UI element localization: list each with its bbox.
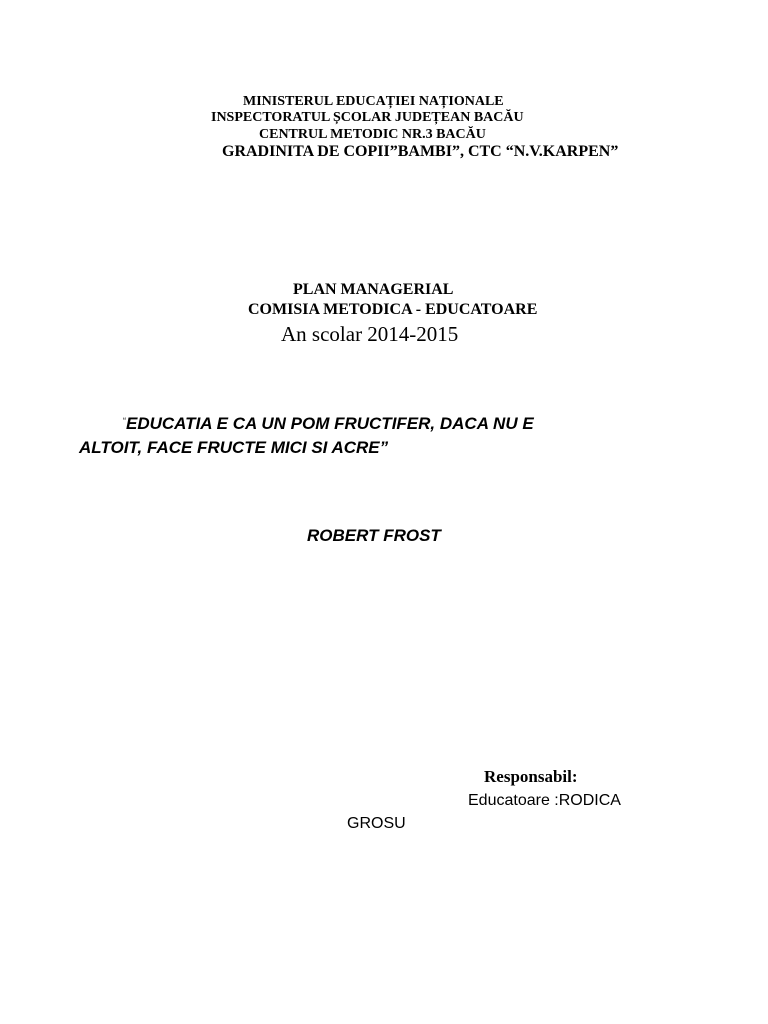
ministry-line: MINISTERUL EDUCAȚIEI NAȚIONALE bbox=[243, 94, 504, 109]
quote-open-mark: “ bbox=[123, 416, 126, 426]
responsible-name-line-2: GROSU bbox=[347, 815, 406, 832]
responsible-name-line-1: Educatoare :RODICA bbox=[468, 792, 621, 809]
quote-line-1-text: EDUCATIA E CA UN POM FRUCTIFER, DACA NU E bbox=[126, 414, 534, 433]
responsible-label: Responsabil: bbox=[484, 767, 578, 786]
commission-title: COMISIA METODICA - EDUCATOARE bbox=[248, 301, 538, 318]
quote-line-2: ALTOIT, FACE FRUCTE MICI SI ACRE” bbox=[79, 438, 389, 457]
quote-line-1 bbox=[123, 414, 534, 434]
plan-title: PLAN MANAGERIAL bbox=[293, 281, 454, 298]
school-year: An scolar 2014-2015 bbox=[281, 322, 459, 346]
kindergarten-line: GRADINITA DE COPII”BAMBI”, CTC “N.V.KARPEN” bbox=[222, 143, 619, 160]
quote-author: ROBERT FROST bbox=[307, 526, 441, 545]
center-line: CENTRUL METODIC NR.3 BACĂU bbox=[259, 127, 486, 142]
inspectorate-line: INSPECTORATUL ȘCOLAR JUDEȚEAN BACĂU bbox=[211, 110, 524, 125]
